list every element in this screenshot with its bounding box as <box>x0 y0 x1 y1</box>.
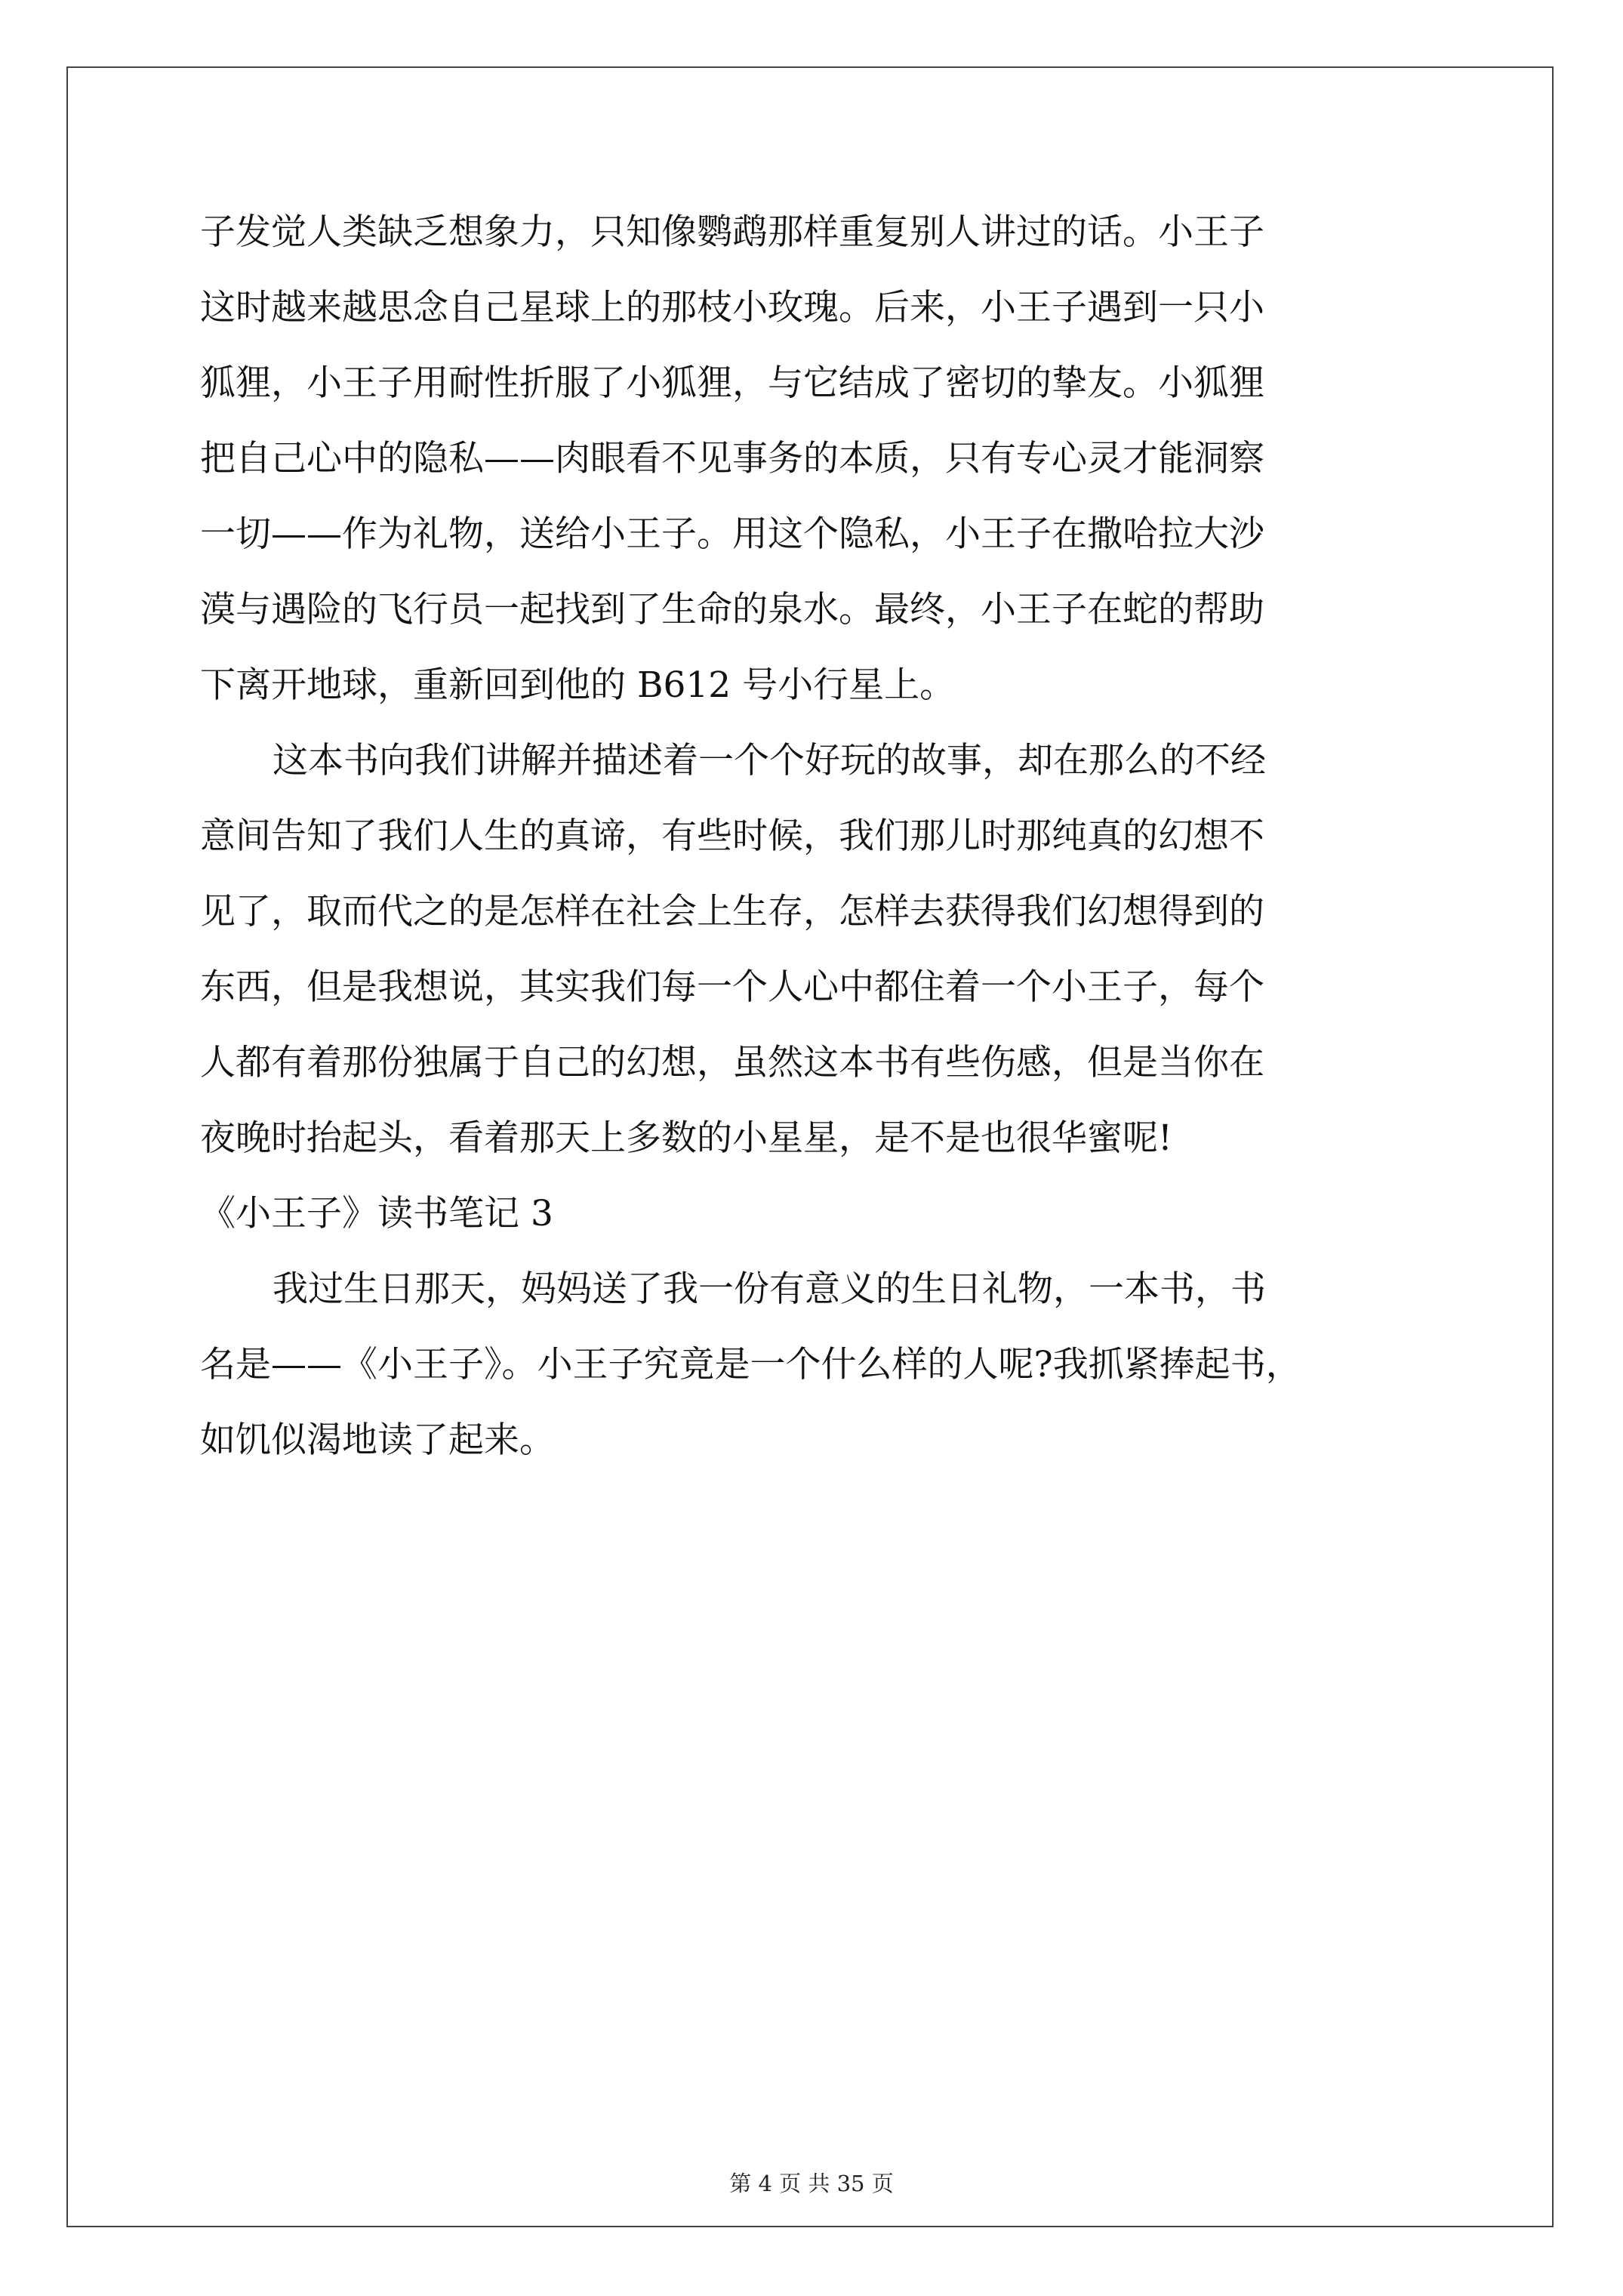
page-footer: 第 4 页 共 35 页 <box>729 2171 894 2196</box>
paragraph-line: 漠与遇险的飞行员一起找到了生命的泉水。最终，小王子在蛇的帮助 <box>200 589 1264 630</box>
paragraph-line: 人都有着那份独属于自己的幻想，虽然这本书有些伤感，但是当你在 <box>200 1042 1264 1083</box>
paragraph-line: 狐狸，小王子用耐性折服了小狐狸，与它结成了密切的挚友。小狐狸 <box>200 362 1264 404</box>
paragraph-line: 子发觉人类缺乏想象力，只知像鹦鹉那样重复别人讲过的话。小王子 <box>200 211 1264 253</box>
paragraph-line: 夜晚时抬起头，看着那天上多数的小星星，是不是也很华蜜呢! <box>200 1117 1172 1159</box>
paragraph-line: 如饥似渴地读了起来。 <box>200 1419 555 1461</box>
paragraph-line: 这时越来越思念自己星球上的那枝小玫瑰。后来，小王子遇到一只小 <box>200 287 1264 328</box>
paragraph-line: 我过生日那天，妈妈送了我一份有意义的生日礼物，一本书，书 <box>273 1268 1266 1310</box>
paragraph-line: 见了，取而代之的是怎样在社会上生存，怎样去获得我们幻想得到的 <box>200 891 1264 932</box>
paragraph-line: 这本书向我们讲解并描述着一个个好玩的故事，却在那么的不经 <box>273 740 1266 781</box>
paragraph-line: 一切——作为礼物，送给小王子。用这个隐私，小王子在撒哈拉大沙 <box>200 513 1264 555</box>
paragraph-line: 东西，但是我想说，其实我们每一个人心中都住着一个小王子，每个 <box>200 966 1264 1008</box>
paragraph-line: 意间告知了我们人生的真谛，有些时候，我们那儿时那纯真的幻想不 <box>200 815 1264 857</box>
paragraph-line: 下离开地球，重新回到他的 B612 号小行星上。 <box>200 664 956 706</box>
paragraph-line: 把自己心中的隐私——肉眼看不见事务的本质，只有专心灵才能洞察 <box>200 438 1264 479</box>
paragraph-line: 名是——《小王子》。小王子究竟是一个什么样的人呢?我抓紧捧起书， <box>200 1344 1301 1385</box>
section-heading: 《小王子》读书笔记 3 <box>200 1193 553 1234</box>
